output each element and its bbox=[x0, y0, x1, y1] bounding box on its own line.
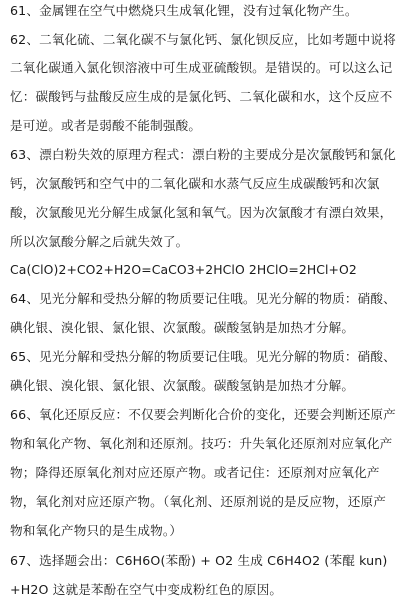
text-line: 物；降得还原氧化剂对应还原产物。或者记住：还原剂对应氧化产 bbox=[10, 465, 380, 480]
text-line: 64、见光分解和受热分解的物质要记住哦。见光分解的物质：硝酸、 bbox=[10, 291, 396, 306]
text-line: 是可逆。或者是弱酸不能制强酸。 bbox=[10, 118, 202, 133]
text-line: 所以次氯酸分解之后就失效了。 bbox=[10, 234, 189, 249]
text-line: 碘化银、溴化银、氯化银、次氯酸。碳酸氢钠是加热才分解。 bbox=[10, 378, 355, 393]
text-line: 二氧化碳通入氯化钡溶液中可生成亚硫酸钡。是错误的。可以这么记 bbox=[10, 60, 393, 75]
text-line: 酸，次氯酸见光分解生成氯化氢和氧气。因为次氯酸才有漂白效果， bbox=[10, 205, 393, 220]
text-line: 钙，次氯酸钙和空气中的二氧化碳和水蒸气反应生成碳酸钙和次氯 bbox=[10, 176, 380, 191]
text-line: 62、二氧化硫、二氧化碳不与氯化钙、氯化钡反应，比如考题中说将 bbox=[10, 32, 396, 47]
text-line: 61、金属锂在空气中燃烧只生成氧化锂，没有过氧化物产生。 bbox=[10, 3, 358, 18]
text-line: 物和氧化产物、氧化剂和还原剂。技巧：升失氧化还原剂对应氧化产 bbox=[10, 436, 393, 451]
text-line: 忆：碳酸钙与盐酸反应生成的是氯化钙、二氧化碳和水，这个反应不 bbox=[10, 89, 393, 104]
chemical-equation: Ca(ClO)2+CO2+H2O=CaCO3+2HClO 2HClO=2HCl+O2 bbox=[10, 262, 357, 277]
text-line: 物和氧化产物只的是生成物。） bbox=[10, 523, 183, 538]
text-line: 67、选择题会出：C6H6O(苯酚) + O2 生成 C6H4O2 (苯醌 kun) bbox=[10, 553, 388, 568]
text-line: 65、见光分解和受热分解的物质要记住哦。见光分解的物质：硝酸、 bbox=[10, 349, 396, 364]
text-line: 63、漂白粉失效的原理方程式：漂白粉的主要成分是次氯酸钙和氯化 bbox=[10, 147, 396, 162]
text-line: 碘化银、溴化银、氯化银、次氯酸。碳酸氢钠是加热才分解。 bbox=[10, 320, 355, 335]
text-line: +H2O 这就是苯酚在空气中变成粉红色的原因。 bbox=[10, 582, 283, 597]
text-line: 66、氧化还原反应：不仅要会判断化合价的变化，还要会判断还原产 bbox=[10, 407, 396, 422]
text-line: 物，氧化剂对应还原产物。（氧化剂、还原剂说的是反应物，还原产 bbox=[10, 494, 387, 509]
